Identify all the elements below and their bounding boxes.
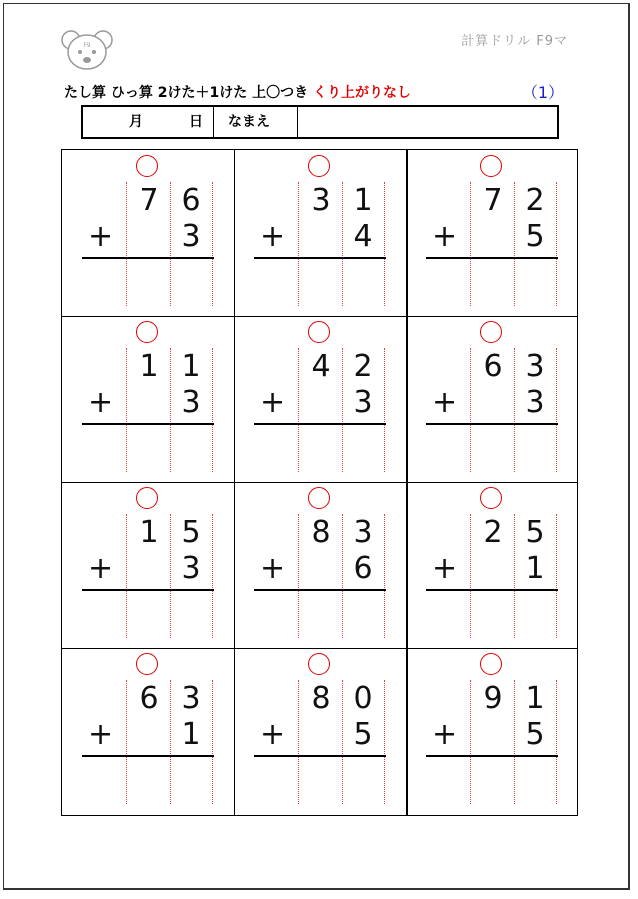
- answer-line: [254, 589, 386, 591]
- column-guide-line: [556, 514, 557, 638]
- answer-line: [254, 257, 386, 259]
- answer-line: [426, 423, 558, 425]
- top-tens-digit: 7: [483, 183, 503, 218]
- top-ones-digit: 2: [353, 349, 373, 384]
- bottom-ones-digit: 6: [353, 551, 373, 586]
- answer-line: [426, 755, 558, 757]
- top-ones-digit: 3: [353, 515, 373, 550]
- top-tens-digit: 9: [483, 681, 503, 716]
- bottom-ones-digit: 3: [181, 219, 201, 254]
- top-ones-digit: 5: [525, 515, 545, 550]
- problem-cell: [406, 648, 578, 814]
- month-label: 月: [129, 114, 143, 130]
- answer-area[interactable]: [470, 426, 556, 472]
- top-tens-digit: 6: [139, 681, 159, 716]
- worksheet-title: [64, 82, 564, 102]
- answer-area[interactable]: [470, 592, 556, 638]
- namebox-divider: [213, 107, 214, 137]
- column-guide-line: [384, 680, 385, 804]
- column-guide-line: [212, 680, 213, 804]
- carry-circle[interactable]: [308, 321, 330, 343]
- carry-circle[interactable]: [136, 321, 158, 343]
- top-tens-digit: 8: [311, 681, 331, 716]
- bottom-ones-digit: 3: [181, 551, 201, 586]
- top-ones-digit: 6: [181, 183, 201, 218]
- top-tens-digit: 6: [483, 349, 503, 384]
- plus-sign: +: [432, 219, 458, 254]
- answer-line: [426, 589, 558, 591]
- problem-cell: [62, 482, 234, 648]
- brand-label: 計算ドリル F9マ: [461, 34, 568, 49]
- top-tens-digit: 4: [311, 349, 331, 384]
- top-ones-digit: 0: [353, 681, 373, 716]
- column-guide-line: [556, 182, 557, 306]
- carry-circle[interactable]: [480, 155, 502, 177]
- logo-text: F9: [83, 42, 91, 49]
- bottom-ones-digit: 5: [525, 717, 545, 752]
- carry-circle[interactable]: [308, 487, 330, 509]
- column-guide-line: [556, 680, 557, 804]
- column-guide-line: [556, 348, 557, 472]
- sheet-number: （1）: [521, 83, 564, 102]
- top-tens-digit: 3: [311, 183, 331, 218]
- column-guide-line: [212, 514, 213, 638]
- top-tens-digit: 1: [139, 349, 159, 384]
- column-guide-line: [212, 182, 213, 306]
- carry-circle[interactable]: [136, 487, 158, 509]
- plus-sign: +: [88, 717, 114, 752]
- answer-line: [82, 589, 214, 591]
- answer-area[interactable]: [126, 592, 212, 638]
- plus-sign: +: [432, 551, 458, 586]
- problem-cell: [234, 316, 406, 482]
- top-ones-digit: 5: [181, 515, 201, 550]
- bottom-ones-digit: 3: [525, 385, 545, 420]
- top-tens-digit: 8: [311, 515, 331, 550]
- problem-cell: [406, 316, 578, 482]
- carry-circle[interactable]: [480, 321, 502, 343]
- carry-circle[interactable]: [308, 155, 330, 177]
- plus-sign: +: [88, 219, 114, 254]
- worksheet-page: [3, 3, 630, 890]
- answer-area[interactable]: [470, 758, 556, 804]
- answer-line: [82, 755, 214, 757]
- top-ones-digit: 1: [181, 349, 201, 384]
- namebox-divider: [297, 107, 298, 137]
- bottom-ones-digit: 1: [525, 551, 545, 586]
- problem-cell: [234, 150, 406, 316]
- answer-line: [82, 423, 214, 425]
- answer-area[interactable]: [298, 260, 384, 306]
- plus-sign: +: [88, 385, 114, 420]
- plus-sign: +: [432, 385, 458, 420]
- answer-area[interactable]: [298, 592, 384, 638]
- carry-circle[interactable]: [136, 653, 158, 675]
- problem-cell: [62, 150, 234, 316]
- answer-area[interactable]: [298, 758, 384, 804]
- plus-sign: +: [260, 219, 286, 254]
- problem-cell: [234, 648, 406, 814]
- answer-line: [254, 755, 386, 757]
- answer-area[interactable]: [126, 426, 212, 472]
- bottom-ones-digit: 3: [181, 385, 201, 420]
- title-main: たし算 ひっ算 2けた＋1けた 上〇つき: [64, 85, 313, 101]
- top-ones-digit: 3: [181, 681, 201, 716]
- bottom-ones-digit: 5: [525, 219, 545, 254]
- problem-cell: [406, 482, 578, 648]
- problem-cell: [234, 482, 406, 648]
- top-ones-digit: 1: [525, 681, 545, 716]
- carry-circle[interactable]: [480, 487, 502, 509]
- column-guide-line: [384, 182, 385, 306]
- name-label: なまえ: [228, 114, 270, 130]
- bear-logo-icon: [59, 28, 115, 72]
- problem-cell: [406, 150, 578, 316]
- plus-sign: +: [88, 551, 114, 586]
- plus-sign: +: [260, 551, 286, 586]
- name-date-box: [81, 105, 559, 139]
- top-ones-digit: 2: [525, 183, 545, 218]
- top-tens-digit: 1: [139, 515, 159, 550]
- problem-grid: [61, 149, 578, 816]
- problem-cell: [62, 316, 234, 482]
- bottom-ones-digit: 3: [353, 385, 373, 420]
- answer-area[interactable]: [126, 758, 212, 804]
- top-tens-digit: 7: [139, 183, 159, 218]
- answer-area[interactable]: [470, 260, 556, 306]
- answer-area[interactable]: [298, 426, 384, 472]
- answer-line: [254, 423, 386, 425]
- plus-sign: +: [432, 717, 458, 752]
- bottom-ones-digit: 5: [353, 717, 373, 752]
- bottom-ones-digit: 4: [353, 219, 373, 254]
- day-label: 日: [189, 114, 203, 130]
- plus-sign: +: [260, 385, 286, 420]
- answer-area[interactable]: [126, 260, 212, 306]
- answer-line: [426, 257, 558, 259]
- carry-circle[interactable]: [136, 155, 158, 177]
- carry-circle[interactable]: [480, 653, 502, 675]
- carry-circle[interactable]: [308, 653, 330, 675]
- title-highlight: くり上がりなし: [312, 85, 411, 101]
- top-tens-digit: 2: [483, 515, 503, 550]
- plus-sign: +: [260, 717, 286, 752]
- column-guide-line: [384, 348, 385, 472]
- column-guide-line: [212, 348, 213, 472]
- top-ones-digit: 1: [353, 183, 373, 218]
- column-guide-line: [384, 514, 385, 638]
- answer-line: [82, 257, 214, 259]
- bottom-ones-digit: 1: [181, 717, 201, 752]
- top-ones-digit: 3: [525, 349, 545, 384]
- problem-cell: [62, 648, 234, 814]
